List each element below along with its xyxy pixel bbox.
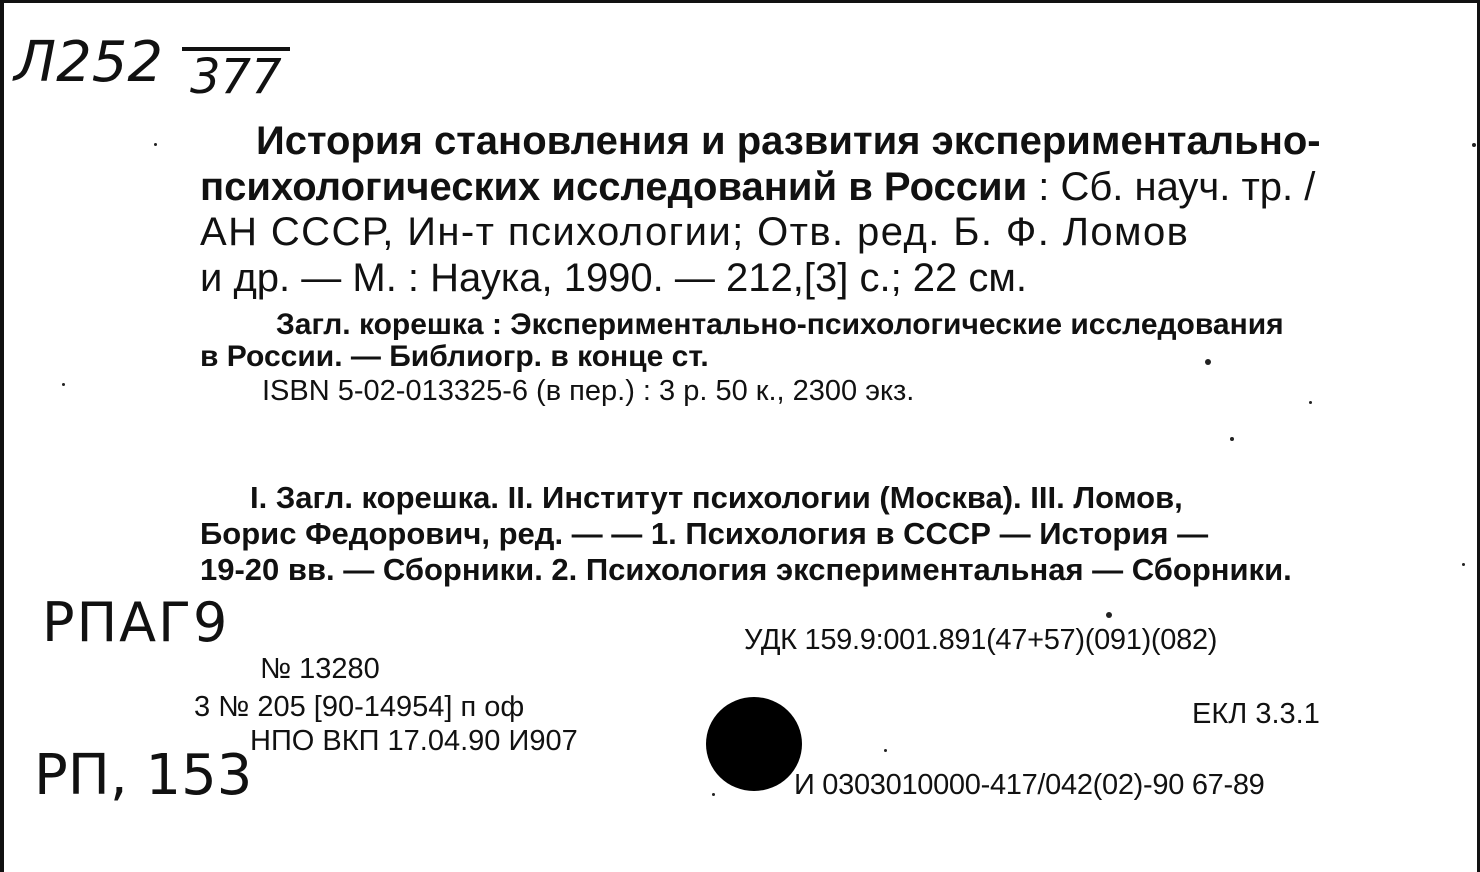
speck xyxy=(1106,612,1112,618)
entry-title-line-2 xyxy=(200,166,1315,209)
entry-responsibility: АН СССР, Ин-т психологии; Отв. ред. Б. Ф. Ломов xyxy=(200,210,1190,254)
handwritten-code-2: РП, 153 xyxy=(34,743,253,808)
note-bibliography: в России. — Библиогр. в конце ст. xyxy=(200,340,709,373)
note-isbn: ISBN 5-02-013325-6 (в пер.) : 3 р. 50 к., 2300 экз. xyxy=(262,375,915,407)
speck xyxy=(712,793,715,796)
udc-code: УДК 159.9:001.891(47+57)(091)(082) xyxy=(744,624,1218,656)
tracing-line-2: Борис Федорович, ред. — — 1. Психология в СССР — История — xyxy=(200,516,1209,551)
speck xyxy=(1462,563,1465,566)
card-number: № 13280 xyxy=(260,653,380,685)
tracing-line-1: I. Загл. корешка. II. Институт психологии (Москва). III. Ломов, xyxy=(250,480,1183,515)
order-number: 3 № 205 [90-14954] п оф xyxy=(194,691,525,723)
speck xyxy=(884,749,887,752)
shelfmark-main: Л252 xyxy=(14,30,163,95)
speck xyxy=(154,143,157,146)
speck xyxy=(62,383,65,386)
handwritten-code-1: РПАГ9 xyxy=(42,591,230,654)
tracing-line-3: 19-20 вв. — Сборники. 2. Психология экспериментальная — Сборники. xyxy=(200,552,1292,587)
handwritten-shelfmark-sub: 377 xyxy=(182,47,290,103)
note-spine-title: Загл. корешка : Экспериментально-психологические исследования xyxy=(276,308,1284,341)
handwritten-shelfmark xyxy=(14,30,163,95)
printer-info: НПО ВКП 17.04.90 И907 xyxy=(250,725,578,757)
speck xyxy=(1472,143,1476,147)
speck xyxy=(1309,401,1312,404)
entry-imprint: и др. — М. : Наука, 1990. — 212,[3] с.; 22 см. xyxy=(200,256,1028,300)
punch-hole xyxy=(706,697,802,791)
entry-title-line-1: История становления и развития экспериментально- xyxy=(256,119,1321,163)
ekl-code: ЕКЛ 3.3.1 xyxy=(1192,698,1320,730)
index-code: И 0303010000-417/042(02)-90 67-89 xyxy=(794,769,1265,801)
speck xyxy=(1205,359,1211,365)
entry-subtitle: : Сб. науч. тр. / xyxy=(1027,165,1316,209)
entry-title-bold: психологических исследований в России xyxy=(200,165,1028,209)
speck xyxy=(1230,437,1234,441)
